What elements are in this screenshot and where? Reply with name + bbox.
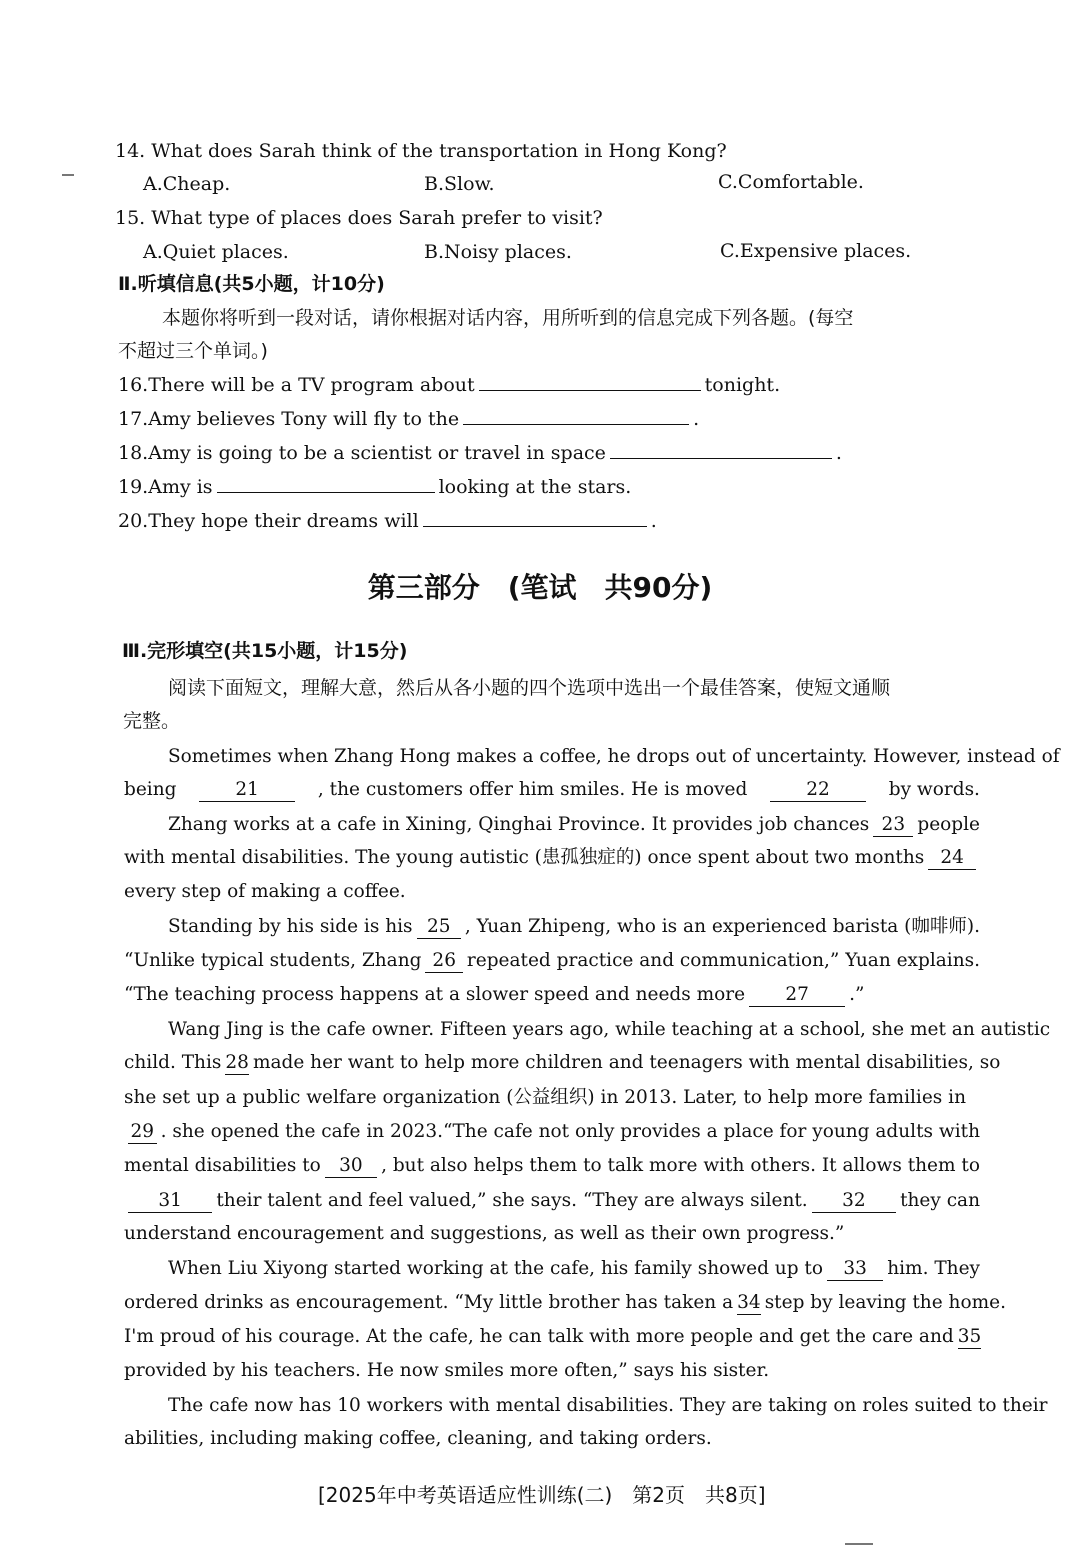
part-3-heading: 第三部分 (笔试 共90分) xyxy=(367,571,713,604)
item-18 xyxy=(118,440,842,466)
item-16-text: 16.There will be a TV program about xyxy=(118,374,475,396)
passage-line xyxy=(168,1393,1048,1419)
passage-line xyxy=(168,744,1060,770)
passage-line xyxy=(124,948,980,974)
passage-text: Zhang works at a cafe in Xining, Qinghai Province. It provides job chances xyxy=(168,814,870,835)
item-16-blank xyxy=(479,390,701,391)
passage-text: I'm proud of his courage. At the cafe, he can talk with more people and get the care and xyxy=(124,1326,954,1347)
passage-line xyxy=(168,812,980,838)
item-16-tail: tonight. xyxy=(704,374,781,396)
passage-text: they can xyxy=(900,1190,980,1211)
scan-mark xyxy=(845,1543,873,1545)
q15-option-c: C.Expensive places. xyxy=(720,240,912,262)
item-20 xyxy=(118,508,657,534)
cloze-blank: 32 xyxy=(812,1190,896,1213)
passage-text: with mental disabilities. The young autistic (患孤独症的) once spent about two months xyxy=(124,847,925,868)
question-14: 14. What does Sarah think of the transportation in Hong Kong? xyxy=(115,140,727,162)
passage-line xyxy=(124,777,980,803)
cloze-blank: 25 xyxy=(417,916,461,939)
cloze-blank: 34 xyxy=(737,1292,761,1313)
item-20-blank xyxy=(423,526,647,527)
item-19-tail: looking at the stars. xyxy=(438,476,632,498)
cloze-blank: 22 xyxy=(770,779,866,802)
item-16 xyxy=(118,372,780,398)
passage-text: being xyxy=(124,779,177,800)
cloze-blank: 29 xyxy=(128,1121,157,1144)
item-19-text: 19.Amy is xyxy=(118,476,213,498)
passage-line xyxy=(124,1426,980,1452)
passage-line xyxy=(124,1188,980,1214)
passage-text: Wang Jing is the cafe owner. Fifteen years ago, while teaching at a school, she met an autistic xyxy=(168,1019,1051,1040)
cloze-blank: 26 xyxy=(425,950,462,973)
passage-line xyxy=(168,1017,1051,1043)
passage-text: , the customers offer him smiles. He is moved xyxy=(317,779,748,800)
item-19 xyxy=(118,474,631,500)
cloze-blank: 28 xyxy=(225,1052,249,1073)
passage-text: understand encouragement and suggestions, as well as their own progress.” xyxy=(124,1223,845,1244)
passage-line xyxy=(124,879,980,905)
passage-line xyxy=(124,1119,980,1145)
passage-line xyxy=(124,1153,980,1179)
cloze-blank: 33 xyxy=(827,1258,883,1281)
passage-text: by words. xyxy=(888,779,980,800)
cloze-blank: 35 xyxy=(957,1326,982,1347)
margin-mark xyxy=(62,174,74,176)
passage-text: ordered drinks as encouragement. “My little brother has taken a xyxy=(124,1292,734,1313)
passage-text: , but also helps them to talk more with others. It allows them to xyxy=(381,1155,980,1176)
passage-text: provided by his teachers. He now smiles more often,” says his sister. xyxy=(124,1360,770,1381)
passage-text: Sometimes when Zhang Hong makes a coffee, he drops out of uncertainty. However, instead of xyxy=(168,746,1060,767)
passage-text: .” xyxy=(849,984,865,1005)
passage-text: child. This xyxy=(124,1052,222,1073)
passage-line xyxy=(124,1085,980,1111)
item-19-blank xyxy=(217,492,435,493)
q14-option-c: C.Comfortable. xyxy=(718,171,864,193)
section-2-instructions-2: 不超过三个单词。) xyxy=(118,340,268,362)
passage-text: made her want to help more children and teenagers with mental disabilities, so xyxy=(252,1052,1001,1073)
passage-text: people xyxy=(917,814,980,835)
passage-line xyxy=(124,845,980,871)
item-17 xyxy=(118,406,699,432)
passage-text: every step of making a coffee. xyxy=(124,881,406,902)
passage-line xyxy=(124,1358,980,1384)
passage-line xyxy=(124,1050,1001,1076)
passage-text: mental disabilities to xyxy=(124,1155,321,1176)
passage-text: abilities, including making coffee, cleaning, and taking orders. xyxy=(124,1428,712,1449)
cloze-blank: 24 xyxy=(928,847,976,870)
cloze-blank: 23 xyxy=(873,814,913,837)
passage-text: step by leaving the home. xyxy=(764,1292,1006,1313)
item-17-blank xyxy=(463,424,689,425)
passage-text: their talent and feel valued,” she says. “They are always silent. xyxy=(216,1190,808,1211)
item-17-tail: . xyxy=(693,408,700,430)
passage-line xyxy=(124,1290,1006,1316)
item-17-text: 17.Amy believes Tony will fly to the xyxy=(118,408,460,430)
section-3-instructions-2: 完整。 xyxy=(123,710,181,732)
passage-text: , Yuan Zhipeng, who is an experienced barista (咖啡师). xyxy=(464,916,980,937)
cloze-blank: 21 xyxy=(199,779,295,802)
cloze-blank: 31 xyxy=(128,1190,212,1213)
item-18-text: 18.Amy is going to be a scientist or travel in space xyxy=(118,442,606,464)
passage-line xyxy=(168,1256,980,1282)
q14-option-b: B.Slow. xyxy=(424,173,495,195)
passage-text: When Liu Xiyong started working at the cafe, his family showed up to xyxy=(168,1258,823,1279)
passage-text: The cafe now has 10 workers with mental disabilities. They are taking on roles suited to their xyxy=(168,1395,1048,1416)
q15-option-b: B.Noisy places. xyxy=(424,241,572,263)
section-2-title: Ⅱ.听填信息(共5小题，计10分) xyxy=(118,273,385,295)
item-18-tail: . xyxy=(835,442,842,464)
cloze-blank: 27 xyxy=(749,984,845,1007)
item-20-text: 20.They hope their dreams will xyxy=(118,510,419,532)
page-footer: [2025年中考英语适应性训练(二) 第2页 共8页] xyxy=(318,1483,766,1507)
passage-text: . she opened the cafe in 2023.“The cafe not only provides a place for young adults with xyxy=(160,1121,980,1142)
passage-line xyxy=(124,982,980,1008)
q14-option-a: A.Cheap. xyxy=(143,173,231,195)
item-18-blank xyxy=(610,458,832,459)
item-20-tail: . xyxy=(650,510,657,532)
passage-text: him. They xyxy=(887,1258,980,1279)
passage-text: “The teaching process happens at a slower speed and needs more xyxy=(124,984,746,1005)
passage-text: she set up a public welfare organization (公益组织) in 2013. Later, to help more families in xyxy=(124,1087,966,1108)
section-2-instructions-1: 本题你将听到一段对话，请你根据对话内容，用所听到的信息完成下列各题。(每空 xyxy=(162,307,854,329)
passage-line xyxy=(168,914,980,940)
section-3-title: Ⅲ.完形填空(共15小题，计15分) xyxy=(122,640,408,662)
passage-text: “Unlike typical students, Zhang xyxy=(124,950,422,971)
q15-option-a: A.Quiet places. xyxy=(143,241,289,263)
cloze-blank: 30 xyxy=(325,1155,377,1178)
passage-text: repeated practice and communication,” Yuan explains. xyxy=(466,950,980,971)
passage-text: Standing by his side is his xyxy=(168,916,413,937)
question-15: 15. What type of places does Sarah prefer to visit? xyxy=(115,207,603,229)
passage-line xyxy=(124,1324,980,1350)
passage-line xyxy=(124,1221,980,1247)
section-3-instructions-1: 阅读下面短文，理解大意，然后从各小题的四个选项中选出一个最佳答案，使短文通顺 xyxy=(168,677,891,699)
